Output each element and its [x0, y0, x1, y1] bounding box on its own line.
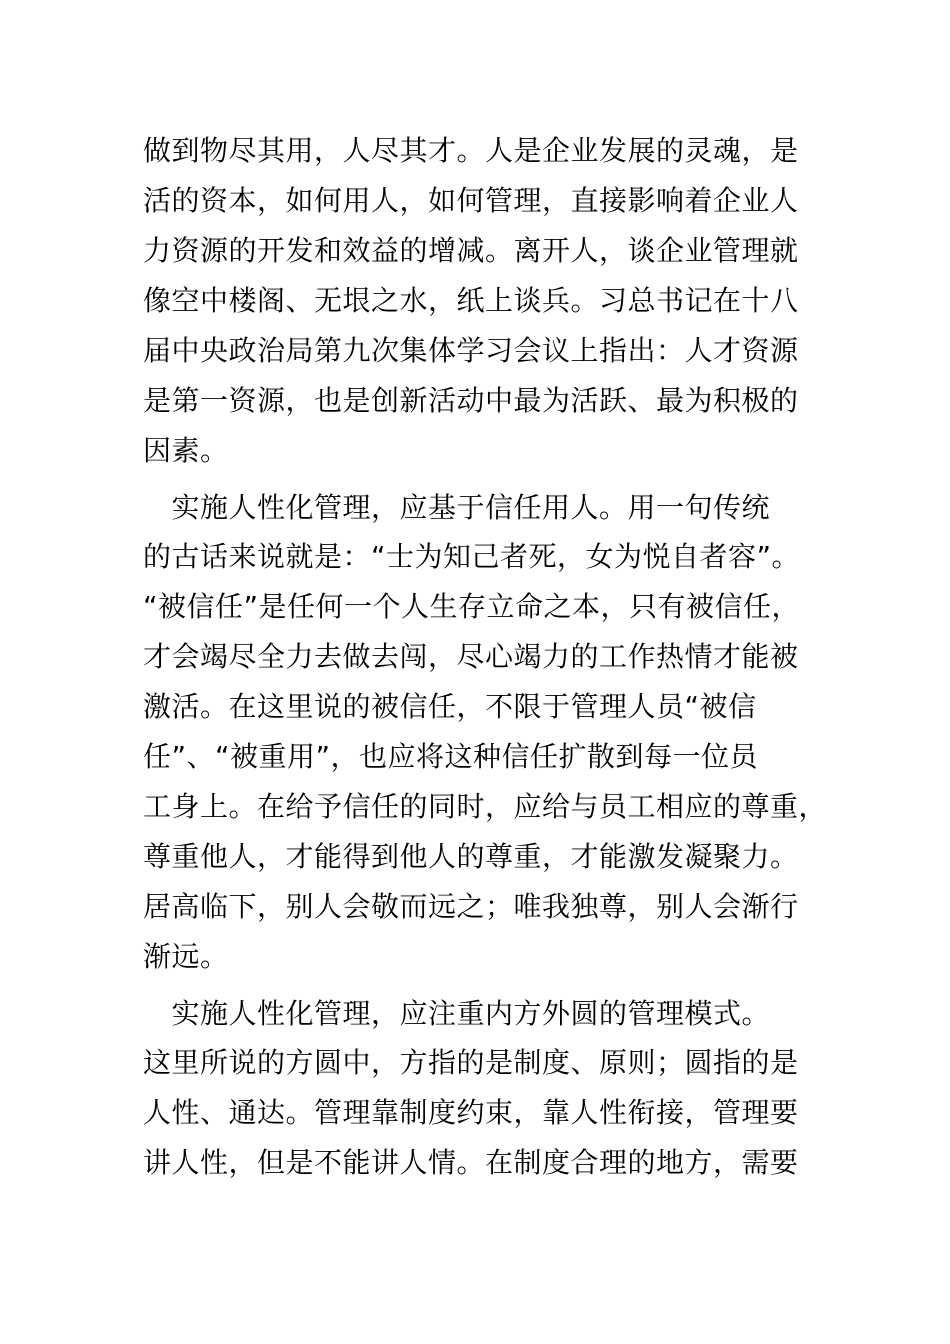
text-line: 实施人性化管理，应基于信任用人。用一句传统 — [143, 491, 771, 524]
text-line: 才会竭尽全力去做去闯，尽心竭力的工作热情才能被 — [143, 640, 799, 673]
text-line: 人性、通达。管理靠制度约束，靠人性衔接，管理要 — [143, 1096, 799, 1129]
text-line: 这里所说的方圆中，方指的是制度、原则；圆指的是 — [143, 1046, 799, 1079]
text-line: 像空中楼阁、无垠之水，纸上谈兵。习总书记在十八 — [143, 284, 799, 317]
text-line: 渐远。 — [143, 940, 229, 973]
text-line: 活的资本，如何用人，如何管理，直接影响着企业人 — [143, 184, 799, 217]
text-line: 激活。在这里说的被信任，不限于管理人员“被信 — [143, 690, 757, 723]
text-line: 因素。 — [143, 434, 229, 467]
text-line: 讲人性，但是不能讲人情。在制度合理的地方，需要 — [143, 1146, 799, 1179]
text-line: 是第一资源，也是创新活动中最为活跃、最为积极的 — [143, 384, 799, 417]
text-line: 居高临下，别人会敬而远之；唯我独尊，别人会渐行 — [143, 890, 799, 923]
text-line: 工身上。在给予信任的同时，应给与员工相应的尊重， — [143, 790, 828, 823]
text-line: 届中央政治局第九次集体学习会议上指出：人才资源 — [143, 334, 799, 367]
text-line: 的古话来说就是：“士为知己者死，女为悦自者容”。 — [143, 540, 801, 573]
text-line: 做到物尽其用，人尽其才。人是企业发展的灵魂，是 — [143, 134, 799, 167]
text-line: 实施人性化管理，应注重内方外圆的管理模式。 — [143, 997, 771, 1030]
text-line: 任”、“被重用”，也应将这种信任扩散到每一位员 — [143, 740, 759, 773]
text-line: 尊重他人，才能得到他人的尊重，才能激发凝聚力。 — [143, 840, 799, 873]
text-line: 力资源的开发和效益的增减。离开人，谈企业管理就 — [143, 234, 799, 267]
text-line: “被信任”是任何一个人生存立命之本，只有被信任， — [143, 590, 801, 623]
